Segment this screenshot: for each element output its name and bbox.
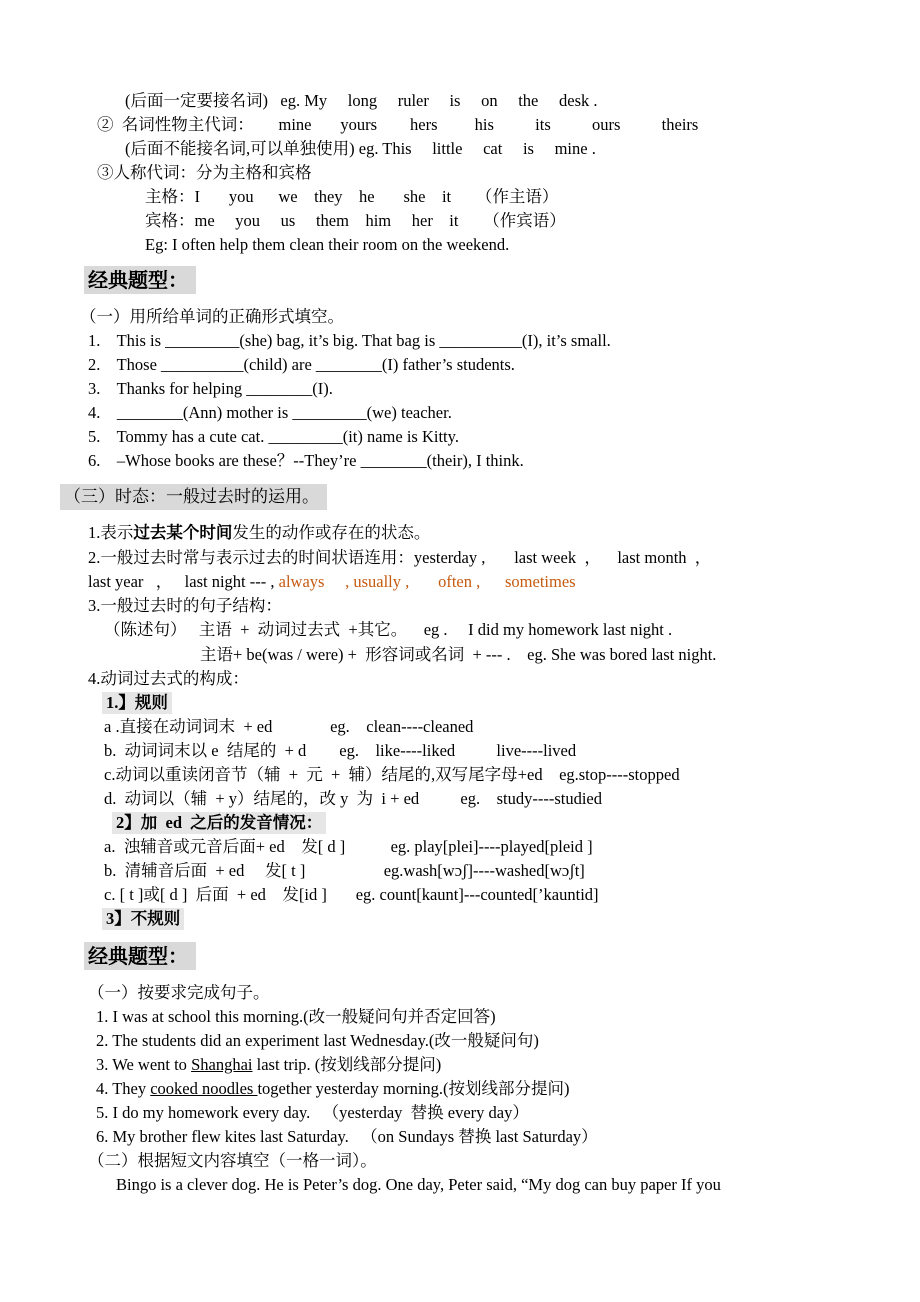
section-past-tense-title: （三）时态：一般过去时的运用。 bbox=[60, 484, 327, 510]
sound-b: b. 清辅音后面 + ed 发[ t ] eg.wash[wɔʃ]----washed[wɔʃt] bbox=[104, 861, 585, 880]
rule-a: a .直接在动词词末 + ed eg. clean----cleaned bbox=[104, 717, 474, 736]
pronoun-line-4: ③人称代词：分为主格和宾格 bbox=[97, 163, 312, 182]
exercise1-item: 3. Thanks for helping ________(I). bbox=[88, 379, 333, 398]
exercise2-q6: 6. My brother flew kites last Saturday. （on Sundays 替换 last Saturday） bbox=[96, 1127, 598, 1146]
q4-post: together yesterday morning.(按划线部分提问) bbox=[257, 1079, 570, 1098]
sound-a: a. 浊辅音或元音后面+ ed 发[ d ] eg. play[plei]----played[pleid ] bbox=[104, 837, 593, 856]
exercise2-title: （一）按要求完成句子。 bbox=[88, 983, 270, 1002]
section3-point-2-cont bbox=[88, 571, 576, 593]
rule-irregular-label: 3】不规则 bbox=[102, 908, 184, 930]
section3-point-3: 3.一般过去时的句子结构： bbox=[88, 596, 282, 615]
section3-point-1 bbox=[88, 522, 430, 544]
exercise1-title: （一）用所给单词的正确形式填空。 bbox=[80, 307, 344, 326]
q3-underlined: Shanghai bbox=[191, 1055, 253, 1074]
passage-text: Bingo is a clever dog. He is Peter’s dog. One day, Peter said, “My dog can buy paper If you bbox=[116, 1175, 721, 1194]
rule-pronunciation-label: 2】加 ed 之后的发音情况： bbox=[112, 812, 326, 834]
heading-classic-questions-2: 经典题型： bbox=[84, 942, 196, 970]
rule-b: b. 动词词末以 e 结尾的 + d eg. like----liked live----lived bbox=[104, 741, 577, 760]
p1-pre: 1.表示 bbox=[88, 523, 134, 542]
exercise1-item: 6. –Whose books are these？--They’re ________(their), I think. bbox=[88, 451, 524, 470]
pronoun-line-2: ② 名词性物主代词： mine yours hers his its ours theirs bbox=[97, 115, 699, 134]
rule-d: d. 动词以（辅 + y）结尾的，改 y 为 i + ed eg. study----studied bbox=[104, 789, 602, 808]
time-adverbials: last year ， last night --- , bbox=[88, 572, 275, 591]
section3-structure-2: 主语+ be(was / were) + 形容词或名词 + --- . eg. She was bored last night. bbox=[200, 645, 717, 664]
exercise1-item: 4. ________(Ann) mother is _________(we) teacher. bbox=[88, 403, 452, 422]
p1-post: 发生的动作或存在的状态。 bbox=[232, 523, 431, 542]
section3-point-2: 2.一般过去时常与表示过去的时间状语连用：yesterday , last week ， last month ， bbox=[88, 548, 712, 567]
exercise2-q2: 2. The students did an experiment last Wednesday.(改一般疑问句) bbox=[96, 1031, 539, 1050]
q4-underlined: cooked noodles bbox=[150, 1079, 258, 1098]
pronoun-line-7: Eg: I often help them clean their room on the weekend. bbox=[145, 235, 510, 254]
rule-regular-label: 1.】规则 bbox=[102, 692, 172, 714]
pronoun-line-6: 宾格：me you us them him her it （作宾语） bbox=[145, 211, 566, 230]
section3-point-4: 4.动词过去式的构成： bbox=[88, 669, 249, 688]
exercise2-title-2: （二）根据短文内容填空（一格一词）。 bbox=[88, 1151, 377, 1170]
heading-classic-questions-1: 经典题型： bbox=[84, 266, 196, 294]
pronoun-line-1: (后面一定要接名词) eg. My long ruler is on the desk . bbox=[125, 91, 598, 110]
exercise2-q4 bbox=[96, 1078, 570, 1100]
exercise2-q3 bbox=[96, 1054, 441, 1076]
pronoun-line-3: (后面不能接名词,可以单独使用) eg. This little cat is mine . bbox=[125, 139, 596, 158]
exercise1-item: 2. Those __________(child) are ________(I) father’s students. bbox=[88, 355, 515, 374]
q3-pre: 3. We went to bbox=[96, 1055, 192, 1074]
sound-c: c. [ t ]或[ d ] 后面 + ed 发[id ] eg. count[kaunt]---counted[’kauntid] bbox=[104, 885, 599, 904]
section3-structure-1: （陈述句） 主语 + 动词过去式 +其它。 eg . I did my homework last night . bbox=[104, 620, 673, 639]
q3-post: last trip. (按划线部分提问) bbox=[252, 1055, 442, 1074]
p1-bold: 过去某个时间 bbox=[133, 523, 233, 542]
exercise2-q5: 5. I do my homework every day. （yesterday 替换 every day） bbox=[96, 1103, 529, 1122]
rule-c: c.动词以重读闭音节（辅 + 元 + 辅）结尾的,双写尾字母+ed eg.stop----stopped bbox=[104, 765, 680, 784]
frequency-adverbs: always , usually , often , sometimes bbox=[274, 572, 576, 591]
exercise2-q1: 1. I was at school this morning.(改一般疑问句并否定回答) bbox=[96, 1007, 496, 1026]
exercise1-item: 5. Tommy has a cute cat. _________(it) name is Kitty. bbox=[88, 427, 459, 446]
exercise1-item: 1. This is _________(she) bag, it’s big. That bag is __________(I), it’s small. bbox=[88, 331, 611, 350]
q4-pre: 4. They bbox=[96, 1079, 151, 1098]
pronoun-line-5: 主格：I you we they he she it （作主语） bbox=[145, 187, 559, 206]
